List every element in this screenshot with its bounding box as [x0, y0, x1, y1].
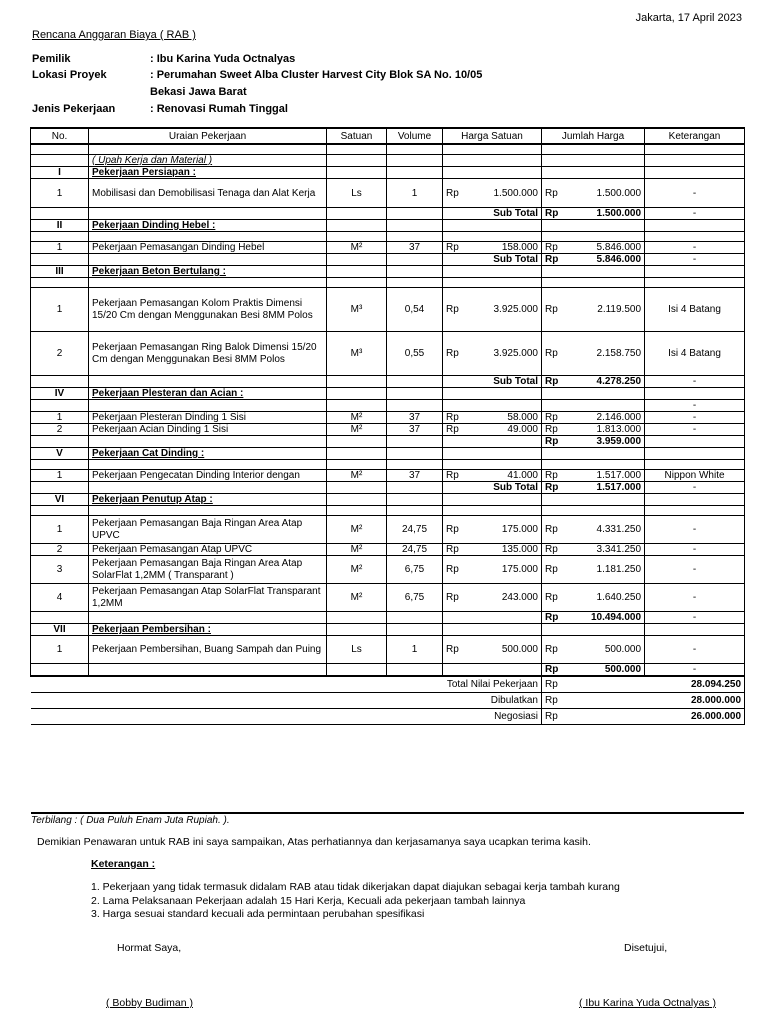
- spacer-row: [31, 460, 745, 470]
- location-value-line2: Bekasi Jawa Barat: [150, 86, 247, 98]
- item-unit-price: 58.000: [467, 412, 542, 424]
- item-total: 1.500.000: [564, 179, 645, 208]
- currency-label: Rp: [542, 482, 564, 494]
- currency-label: Rp: [542, 584, 564, 612]
- item-unit-price: 135.000: [467, 544, 542, 556]
- item-note: -: [645, 242, 745, 254]
- item-volume: 1: [387, 179, 443, 208]
- job-label: Jenis Pekerjaan: [32, 103, 116, 115]
- table-row: [31, 412, 745, 424]
- currency-label: Rp: [443, 470, 467, 482]
- currency-label: Rp: [443, 288, 467, 332]
- currency-label: Rp: [542, 412, 564, 424]
- item-note: -: [645, 556, 745, 584]
- currency-label: Rp: [443, 179, 467, 208]
- currency-label: Rp: [542, 612, 564, 624]
- total-row: [31, 676, 745, 693]
- notes-list: [91, 881, 620, 922]
- item-no: 1: [31, 470, 89, 482]
- currency-label: Rp: [542, 544, 564, 556]
- col-notes: Keterangan: [645, 128, 745, 144]
- subtotal-row: [31, 254, 745, 266]
- notes-title: Keterangan :: [91, 858, 156, 870]
- section-row: [31, 624, 745, 636]
- table-header-row: [31, 128, 745, 144]
- item-total: 1.517.000: [564, 470, 645, 482]
- section-number: V: [31, 448, 89, 460]
- dash: -: [645, 482, 745, 494]
- currency-label: Rp: [542, 516, 564, 544]
- subtotal-label: Sub Total: [443, 208, 542, 220]
- subtotal-label: Sub Total: [443, 376, 542, 388]
- item-note: -: [645, 584, 745, 612]
- col-volume: Volume: [387, 128, 443, 144]
- spacer-row: [31, 232, 745, 242]
- item-unit-price: 3.925.000: [467, 288, 542, 332]
- currency-label: Rp: [443, 412, 467, 424]
- currency-label: Rp: [542, 636, 564, 664]
- rounded-row: [31, 693, 745, 709]
- subtotal-value: 500.000: [564, 664, 645, 677]
- intro-row: [31, 155, 745, 167]
- item-note: Nippon White: [645, 470, 745, 482]
- currency-label: Rp: [542, 424, 564, 436]
- item-total: 2.146.000: [564, 412, 645, 424]
- item-unit: M²: [327, 584, 387, 612]
- table-row: [31, 470, 745, 482]
- section-number: II: [31, 220, 89, 232]
- currency-label: Rp: [443, 584, 467, 612]
- item-no: 2: [31, 544, 89, 556]
- dash: -: [645, 612, 745, 624]
- item-unit: M²: [327, 242, 387, 254]
- item-description: Pekerjaan Pemasangan Atap UPVC: [89, 544, 327, 556]
- item-unit: M²: [327, 412, 387, 424]
- table-row: [31, 242, 745, 254]
- item-note: Isi 4 Batang: [645, 288, 745, 332]
- job-row: [32, 103, 288, 115]
- currency-label: Rp: [443, 424, 467, 436]
- dash: -: [645, 376, 745, 388]
- item-volume: 0,54: [387, 288, 443, 332]
- dash: -: [645, 664, 745, 677]
- total-label: Total Nilai Pekerjaan: [31, 676, 542, 693]
- col-unit: Satuan: [327, 128, 387, 144]
- item-unit: M²: [327, 470, 387, 482]
- currency-label: Rp: [542, 376, 564, 388]
- table-row: [31, 179, 745, 208]
- item-total: 1.640.250: [564, 584, 645, 612]
- item-volume: 0,55: [387, 332, 443, 376]
- item-description: Pekerjaan Pemasangan Kolom Praktis Dimensi 15/20 Cm dengan Menggunakan Besi 8MM Polos: [89, 288, 327, 332]
- section-number: I: [31, 167, 89, 179]
- item-note: -: [645, 179, 745, 208]
- item-total: 1.181.250: [564, 556, 645, 584]
- item-description: Pekerjaan Pemasangan Atap SolarFlat Transparant 1,2MM: [89, 584, 327, 612]
- subtotal-row: [31, 612, 745, 624]
- item-note: -: [645, 516, 745, 544]
- total-value: 28.094.250: [564, 676, 745, 693]
- item-description: Pekerjaan Pemasangan Ring Balok Dimensi 15/20 Cm dengan Menggunakan Besi 8MM Polos: [89, 332, 327, 376]
- owner-label: Pemilik: [32, 53, 71, 65]
- signature-left-label: Hormat Saya,: [117, 942, 182, 954]
- spacer-row: [31, 144, 745, 155]
- item-unit: M²: [327, 556, 387, 584]
- currency-label: Rp: [443, 544, 467, 556]
- item-unit-price: 41.000: [467, 470, 542, 482]
- item-note: -: [645, 424, 745, 436]
- location-value: : Perumahan Sweet Alba Cluster Harvest City Blok SA No. 10/05: [150, 69, 483, 81]
- item-unit-price: 49.000: [467, 424, 542, 436]
- section-number: VII: [31, 624, 89, 636]
- subtotal-value: 4.278.250: [564, 376, 645, 388]
- item-volume: 6,75: [387, 556, 443, 584]
- item-volume: 37: [387, 412, 443, 424]
- dash: -: [645, 400, 745, 412]
- currency-label: Rp: [443, 242, 467, 254]
- location-label: Lokasi Proyek: [32, 69, 107, 81]
- table-row: [31, 332, 745, 376]
- subtotal-row: [31, 482, 745, 494]
- job-value: : Renovasi Rumah Tinggal: [150, 103, 288, 115]
- table-row: [31, 556, 745, 584]
- closing-statement: Demikian Penawaran untuk RAB ini saya sampaikan, Atas perhatiannya dan kerjasamanya saya ucapkan terima kasih.: [37, 836, 591, 848]
- note-item: 2. Lama Pelaksanaan Pekerjaan adalah 15 Hari Kerja, Kecuali ada pekerjaan tambah lainnya: [91, 894, 526, 907]
- spacer-row: [31, 400, 745, 412]
- signature-left-name: ( Bobby Budiman ): [106, 997, 193, 1009]
- item-volume: 37: [387, 470, 443, 482]
- item-unit-price: 175.000: [467, 556, 542, 584]
- item-description: Pekerjaan Pemasangan Baja Ringan Area Atap UPVC: [89, 516, 327, 544]
- item-no: 1: [31, 516, 89, 544]
- item-unit-price: 1.500.000: [467, 179, 542, 208]
- currency-label: Rp: [542, 254, 564, 266]
- currency-label: Rp: [542, 288, 564, 332]
- col-total-price: Jumlah Harga: [542, 128, 645, 144]
- section-title: Pekerjaan Cat Dinding :: [89, 448, 327, 460]
- negotiation-label: Negosiasi: [31, 709, 542, 725]
- signature-right-label: Disetujui,: [624, 942, 668, 954]
- item-volume: 37: [387, 424, 443, 436]
- currency-label: Rp: [542, 208, 564, 220]
- currency-label: Rp: [542, 436, 564, 448]
- section-title: Pekerjaan Persiapan :: [89, 167, 327, 179]
- negotiation-row: [31, 709, 745, 725]
- item-no: 2: [31, 424, 89, 436]
- subtotal-value: 1.500.000: [564, 208, 645, 220]
- section-row: [31, 494, 745, 506]
- currency-label: Rp: [542, 470, 564, 482]
- note-item: 1. Pekerjaan yang tidak termasuk didalam RAB atau tidak dikerjakan dapat diajukan sebagai kerja tambah kurang: [91, 881, 620, 893]
- col-description: Uraian Pekerjaan: [89, 128, 327, 144]
- item-description: Pekerjaan Pemasangan Dinding Hebel: [89, 242, 327, 254]
- item-description: Pekerjaan Pengecatan Dinding Interior dengan: [89, 470, 327, 482]
- subtotal-label: Sub Total: [443, 482, 542, 494]
- item-volume: 1: [387, 636, 443, 664]
- item-description: Pekerjaan Pembersihan, Buang Sampah dan Puing: [89, 636, 327, 664]
- item-unit: M³: [327, 288, 387, 332]
- item-unit-price: 500.000: [467, 636, 542, 664]
- item-total: 2.119.500: [564, 288, 645, 332]
- item-volume: 24,75: [387, 516, 443, 544]
- rounded-label: Dibulatkan: [31, 693, 542, 709]
- item-note: -: [645, 544, 745, 556]
- section-title: Pekerjaan Penutup Atap :: [89, 494, 327, 506]
- currency-label: Rp: [443, 636, 467, 664]
- item-total: 500.000: [564, 636, 645, 664]
- item-unit: M²: [327, 544, 387, 556]
- section-row: [31, 388, 745, 400]
- section-number: VI: [31, 494, 89, 506]
- dash: -: [645, 208, 745, 220]
- currency-label: Rp: [542, 676, 564, 693]
- subtotal-label: Sub Total: [443, 254, 542, 266]
- signature-right-name: ( Ibu Karina Yuda Octnalyas ): [579, 997, 716, 1009]
- section-title: Pekerjaan Dinding Hebel :: [89, 220, 327, 232]
- section-row: [31, 448, 745, 460]
- section-row: [31, 266, 745, 278]
- item-unit: M²: [327, 516, 387, 544]
- section-title: Pekerjaan Pembersihan :: [89, 624, 327, 636]
- item-no: 1: [31, 288, 89, 332]
- currency-label: Rp: [542, 242, 564, 254]
- amount-in-words: Terbilang : ( Dua Puluh Enam Juta Rupiah. ).: [31, 812, 744, 826]
- table-row: [31, 544, 745, 556]
- intro-label: ( Upah Kerja dan Material ): [89, 155, 327, 167]
- item-note: -: [645, 636, 745, 664]
- item-no: 1: [31, 412, 89, 424]
- item-description: Pekerjaan Plesteran Dinding 1 Sisi: [89, 412, 327, 424]
- item-volume: 37: [387, 242, 443, 254]
- table-row: [31, 584, 745, 612]
- item-unit: Ls: [327, 179, 387, 208]
- item-description: Pekerjaan Acian Dinding 1 Sisi: [89, 424, 327, 436]
- item-total: 1.813.000: [564, 424, 645, 436]
- currency-label: Rp: [542, 664, 564, 677]
- item-no: 3: [31, 556, 89, 584]
- table-row: [31, 424, 745, 436]
- subtotal-row: [31, 208, 745, 220]
- section-row: [31, 220, 745, 232]
- negotiation-value: 26.000.000: [564, 709, 745, 725]
- owner-value: : Ibu Karina Yuda Octnalyas: [150, 53, 296, 65]
- subtotal-value: 5.846.000: [564, 254, 645, 266]
- item-total: 5.846.000: [564, 242, 645, 254]
- currency-label: Rp: [542, 693, 564, 709]
- item-unit-price: 243.000: [467, 584, 542, 612]
- currency-label: Rp: [443, 556, 467, 584]
- spacer-row: [31, 278, 745, 288]
- section-title: Pekerjaan Beton Bertulang :: [89, 266, 327, 278]
- item-no: 2: [31, 332, 89, 376]
- item-no: 4: [31, 584, 89, 612]
- table-row: [31, 516, 745, 544]
- item-description: Pekerjaan Pemasangan Baja Ringan Area Atap SolarFlat 1,2MM ( Transparant ): [89, 556, 327, 584]
- item-no: 1: [31, 636, 89, 664]
- document-date: Jakarta, 17 April 2023: [635, 12, 742, 24]
- col-no: No.: [31, 128, 89, 144]
- document-title: Rencana Anggaran Biaya ( RAB ): [32, 29, 196, 41]
- item-unit-price: 158.000: [467, 242, 542, 254]
- subtotal-value: 1.517.000: [564, 482, 645, 494]
- item-total: 4.331.250: [564, 516, 645, 544]
- item-no: 1: [31, 179, 89, 208]
- table-row: [31, 636, 745, 664]
- currency-label: Rp: [542, 332, 564, 376]
- section-number: IV: [31, 388, 89, 400]
- item-unit: M²: [327, 424, 387, 436]
- section-number: III: [31, 266, 89, 278]
- item-total: 3.341.250: [564, 544, 645, 556]
- owner-row: [32, 53, 295, 65]
- currency-label: Rp: [542, 179, 564, 208]
- item-description: Mobilisasi dan Demobilisasi Tenaga dan Alat Kerja: [89, 179, 327, 208]
- currency-label: Rp: [542, 556, 564, 584]
- item-unit: M³: [327, 332, 387, 376]
- rounded-value: 28.000.000: [564, 693, 745, 709]
- section-row: [31, 167, 745, 179]
- currency-label: Rp: [542, 709, 564, 725]
- item-note: Isi 4 Batang: [645, 332, 745, 376]
- spacer-row: [31, 506, 745, 516]
- dash: -: [645, 254, 745, 266]
- subtotal-value: 3.959.000: [564, 436, 645, 448]
- item-unit-price: 175.000: [467, 516, 542, 544]
- subtotal-row: [31, 664, 745, 677]
- item-note: -: [645, 412, 745, 424]
- subtotal-row: [31, 376, 745, 388]
- item-unit: Ls: [327, 636, 387, 664]
- item-no: 1: [31, 242, 89, 254]
- subtotal-value: 10.494.000: [564, 612, 645, 624]
- item-volume: 24,75: [387, 544, 443, 556]
- currency-label: Rp: [443, 516, 467, 544]
- note-item: 3. Harga sesuai standard kecuali ada permintaan perubahan spesifikasi: [91, 908, 425, 920]
- item-total: 2.158.750: [564, 332, 645, 376]
- subtotal-row: [31, 436, 745, 448]
- rab-table: [30, 127, 745, 725]
- location-row: [32, 69, 482, 81]
- item-unit-price: 3.925.000: [467, 332, 542, 376]
- table-row: [31, 288, 745, 332]
- section-title: Pekerjaan Plesteran dan Acian :: [89, 388, 327, 400]
- currency-label: Rp: [443, 332, 467, 376]
- item-volume: 6,75: [387, 584, 443, 612]
- col-unit-price: Harga Satuan: [443, 128, 542, 144]
